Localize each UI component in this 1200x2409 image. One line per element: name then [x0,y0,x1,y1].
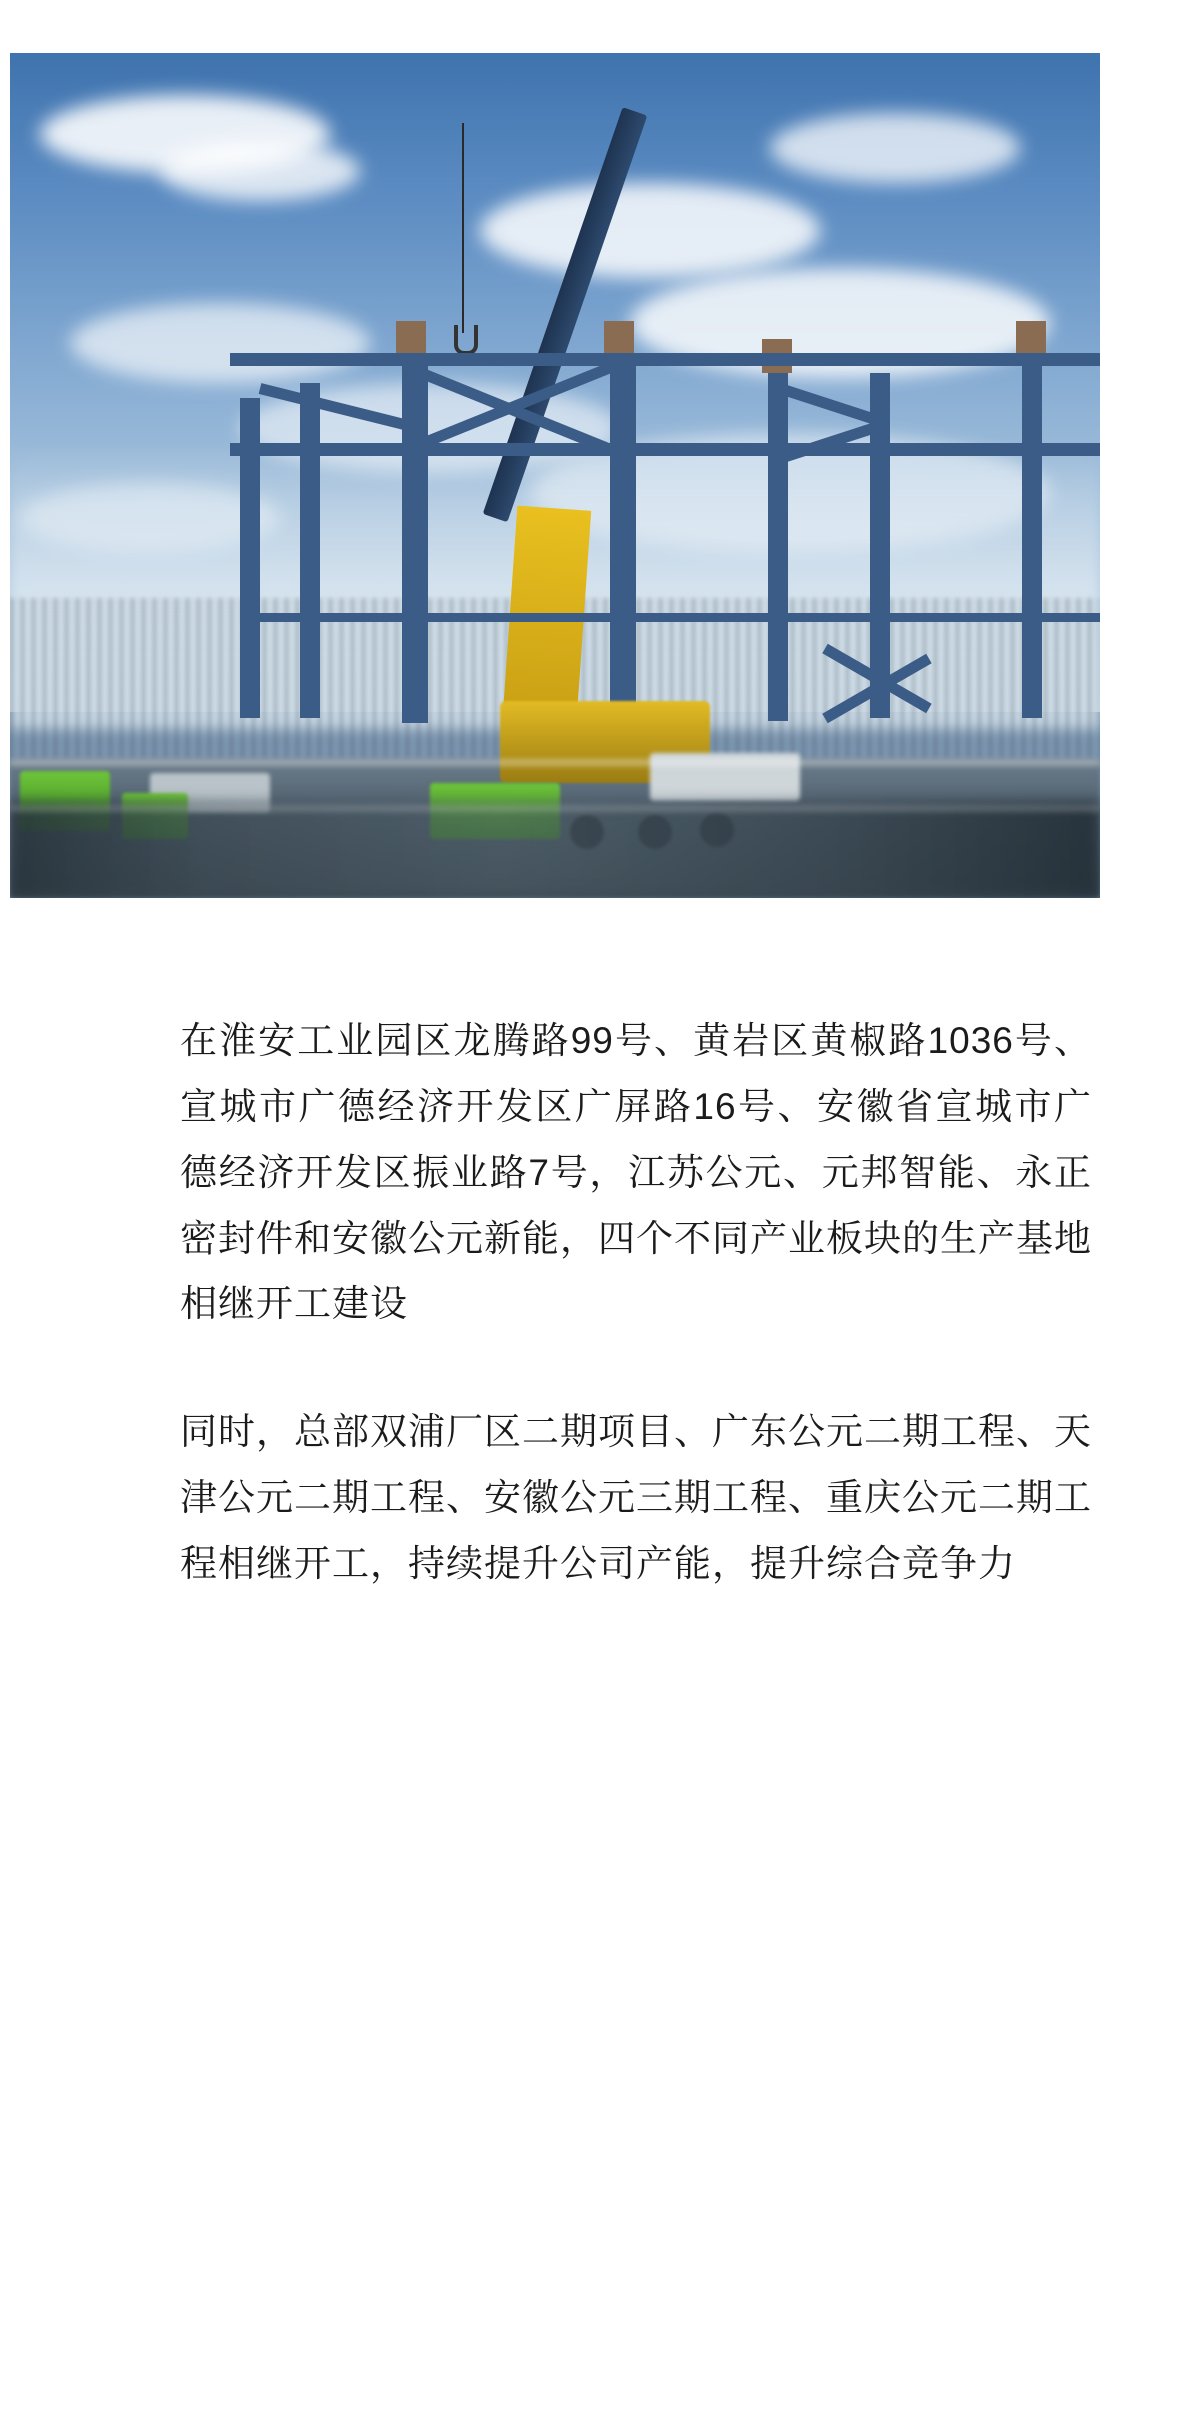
paragraph-1: 在淮安工业园区龙腾路99号、黄岩区黄椒路1036号、宣城市广德经济开发区广屏路16号、安徽省宣城市广德经济开发区振业路7号，江苏公元、元邦智能、永正密封件和安徽公元新能，四个不同产业板块的生产基地相继开工建设 [180,1020,1092,1325]
steel-beam [240,613,1100,622]
article-body [0,898,1200,1597]
hero-image [10,53,1100,898]
cloud-icon [770,113,1020,183]
motion-streak [10,759,1100,766]
crane-hook-icon [454,325,478,355]
motion-streak [10,805,1100,812]
steel-column [300,383,320,718]
column-cap [604,321,634,355]
steel-beam [230,443,1100,456]
cloud-icon [70,303,370,383]
crane-cable [462,123,464,333]
steel-column [768,371,788,721]
paragraph-2: 同时，总部双浦厂区二期项目、广东公元二期工程、天津公元二期工程、安徽公元三期工程、重庆公元二期工程相继开工，持续提升公司产能，提升综合竞争力 [180,1411,1092,1585]
steel-beam [230,353,1100,366]
cloud-icon [480,183,820,278]
motion-blur-overlay [10,802,1100,898]
column-cap [396,321,426,355]
column-cap [1016,321,1046,355]
cloud-icon [160,141,360,201]
steel-column [1022,353,1042,718]
steel-column [402,353,428,723]
steel-column [610,353,636,723]
